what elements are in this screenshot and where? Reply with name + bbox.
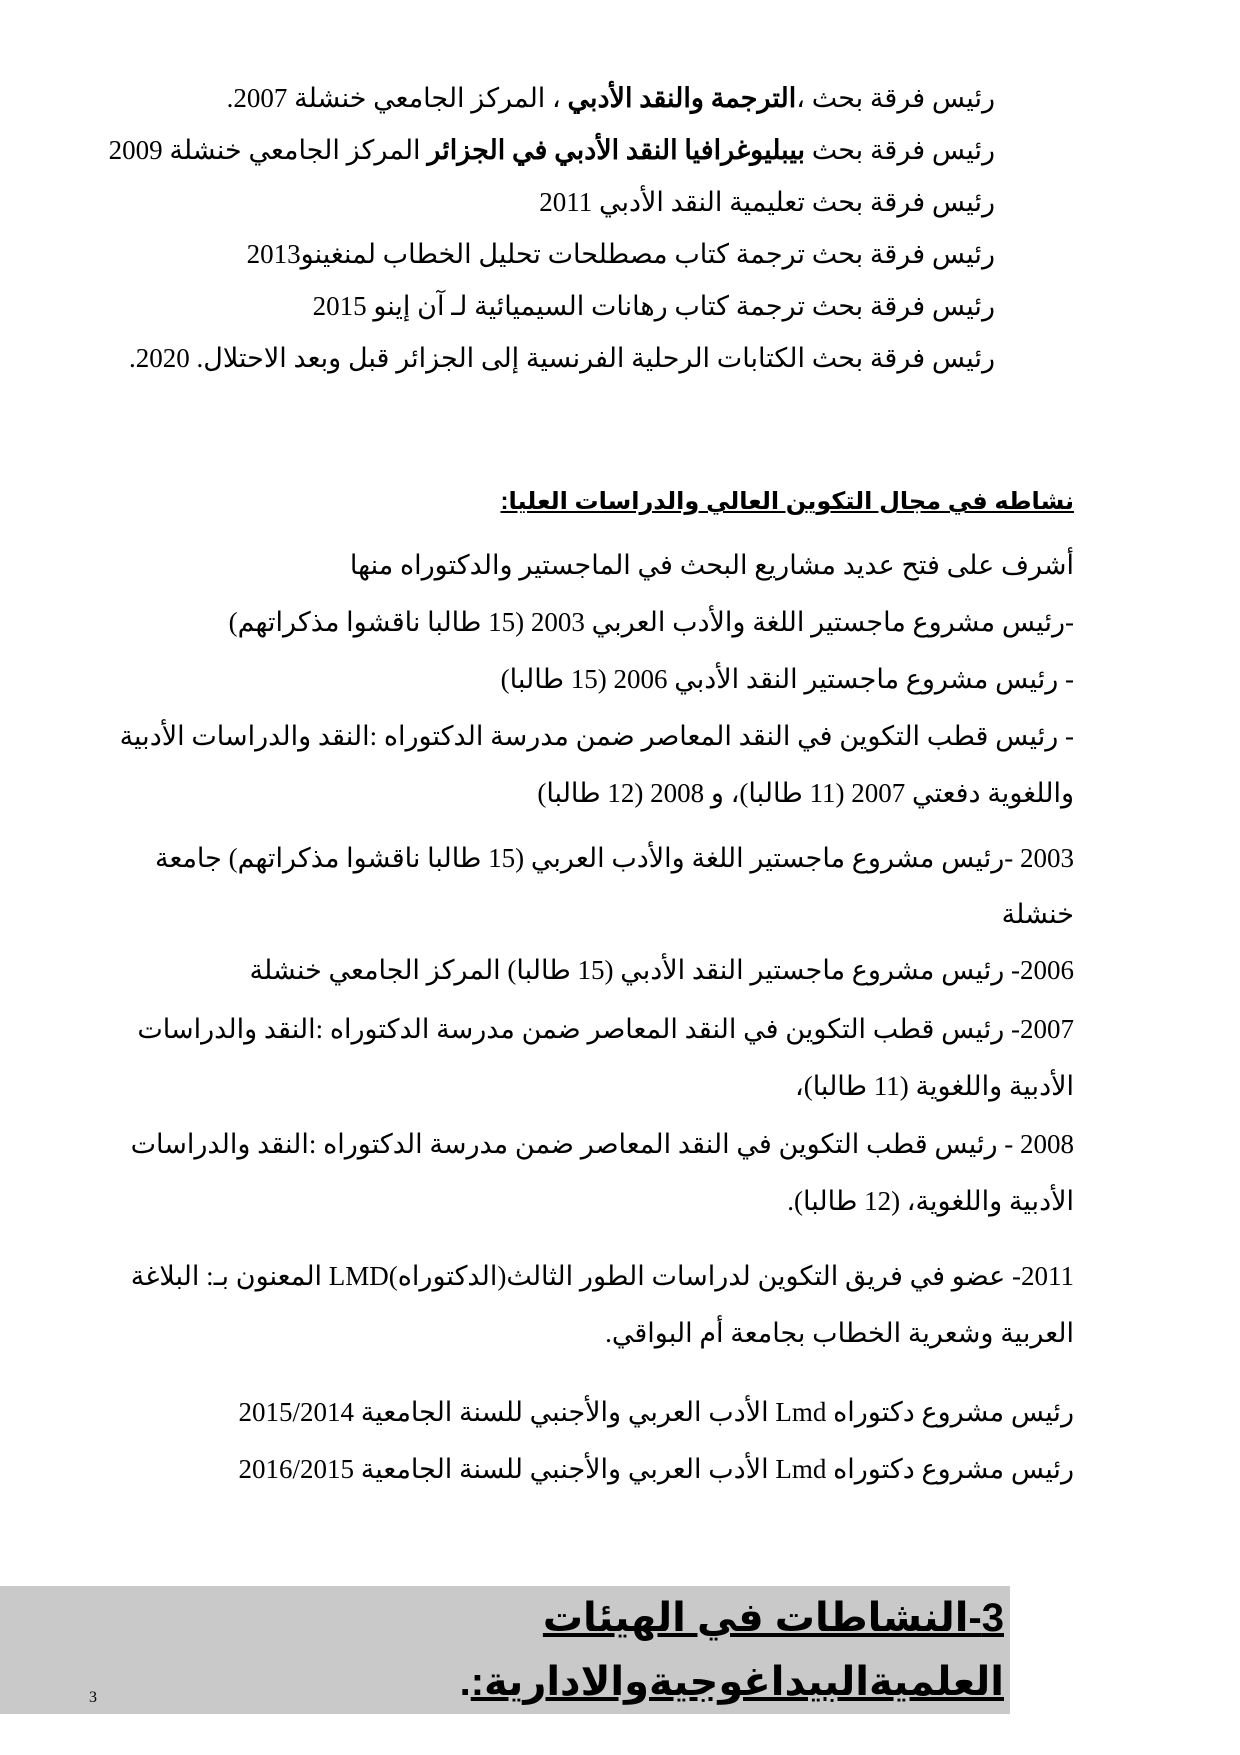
bold-run: بيبليوغرافيا النقد الأدبي في الجزائر bbox=[427, 135, 805, 165]
training-line-10: الأدبية واللغوية (11 طالبا)، bbox=[794, 1071, 1074, 1101]
research-team-line-5: رئيس فرقة بحث ترجمة كتاب رهانات السيميائية لـ آن إينو 2015 bbox=[312, 291, 995, 321]
research-team-line-1 bbox=[227, 78, 995, 118]
training-line-6: 2003 -رئيس مشروع ماجستير اللغة والأدب العربي (15 طالبا ناقشوا مذكراتهم) جامعة bbox=[154, 843, 1074, 873]
training-line-15: رئيس مشروع دكتوراه Lmd الأدب العربي والأجنبي للسنة الجامعية 2015/2014 bbox=[238, 1397, 1074, 1427]
research-team-line-6: رئيس فرقة بحث الكتابات الرحلية الفرنسية إلى الجزائر قبل وبعد الاحتلال. 2020. bbox=[129, 343, 995, 373]
page-number: 3 bbox=[89, 1689, 97, 1706]
text-run: المركز الجامعي خنشلة 2009 bbox=[108, 135, 428, 165]
section-3-title: 3-النشاطات في الهيئات العلميةالبيداغوجيةوالادارية: bbox=[470, 1596, 1004, 1704]
training-line-1: أشرف على فتح عديد مشاريع البحث في الماجستير والدكتوراه منها bbox=[349, 550, 1074, 580]
training-line-9: 2007- رئيس قطب التكوين في النقد المعاصر ضمن مدرسة الدكتوراه :النقد والدراسات bbox=[137, 1014, 1074, 1044]
training-line-2: -رئيس مشروع ماجستير اللغة والأدب العربي 2003 (15 طالبا ناقشوا مذكراتهم) bbox=[228, 607, 1074, 637]
text-run: ، المركز الجامعي خنشلة 2007. bbox=[226, 83, 568, 113]
training-line-3: - رئيس مشروع ماجستير النقد الأدبي 2006 (15 طالبا) bbox=[500, 664, 1074, 694]
text-run: رئيس فرقة بحث ، bbox=[796, 83, 995, 113]
section-3-trailing-dot: . bbox=[459, 1660, 471, 1704]
research-team-line-3: رئيس فرقة بحث تعليمية النقد الأدبي 2011 bbox=[539, 187, 995, 217]
training-line-16: رئيس مشروع دكتوراه Lmd الأدب العربي والأجنبي للسنة الجامعية 2016/2015 bbox=[238, 1454, 1074, 1484]
training-line-14: العربية وشعرية الخطاب بجامعة أم البواقي. bbox=[605, 1318, 1074, 1348]
training-line-8: 2006- رئيس مشروع ماجستير النقد الأدبي (15 طالبا) المركز الجامعي خنشلة bbox=[249, 955, 1074, 985]
training-line-12: الأدبية واللغوية، (12 طالبا). bbox=[787, 1186, 1074, 1216]
training-line-11: 2008 - رئيس قطب التكوين في النقد المعاصر ضمن مدرسة الدكتوراه :النقد والدراسات bbox=[130, 1129, 1074, 1159]
research-team-line-2 bbox=[109, 130, 995, 170]
training-line-4: - رئيس قطب التكوين في النقد المعاصر ضمن مدرسة الدكتوراه :النقد والدراسات الأدبية bbox=[119, 721, 1074, 751]
research-team-line-4: رئيس فرقة بحث ترجمة كتاب مصطلحات تحليل الخطاب لمنغينو2013 bbox=[246, 239, 995, 269]
training-line-13: 2011- عضو في فريق التكوين لدراسات الطور الثالث(الدكتوراه)LMD المعنون بـ: البلاغة bbox=[130, 1261, 1074, 1291]
text-run: رئيس فرقة بحث bbox=[804, 135, 995, 165]
training-line-5: واللغوية دفعتي 2007 (11 طالبا)، و 2008 (12 طالبا) bbox=[537, 778, 1074, 808]
training-line-7: خنشلة bbox=[1001, 899, 1074, 929]
training-heading: نشاطه في مجال التكوين العالي والدراسات العليا: bbox=[500, 488, 1074, 515]
bold-run: الترجمة والنقد الأدبي bbox=[567, 83, 797, 113]
section-3-heading bbox=[0, 1586, 1010, 1714]
